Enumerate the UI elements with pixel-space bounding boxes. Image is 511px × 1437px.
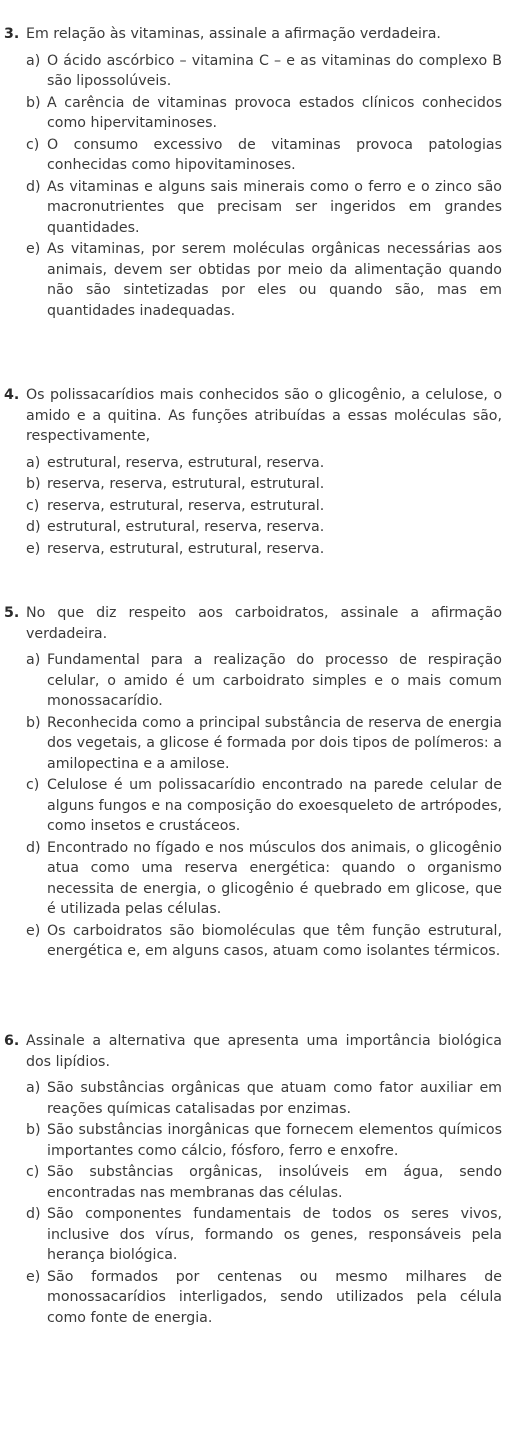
question-text: Em relação às vitaminas, assinale a afirmação verdadeira.	[26, 26, 441, 42]
question-number: 4.	[4, 387, 20, 403]
option-d[interactable]	[4, 517, 502, 538]
option-letter: b)	[26, 714, 41, 731]
question-number: 3.	[4, 26, 20, 42]
option-text: As vitaminas, por serem moléculas orgânicas necessárias aos animais, devem ser obtidas por meio da alimentação quando não são sintetizadas por eles ou quando são, mas em quantidades inadequadas.	[47, 241, 502, 319]
option-text: O ácido ascórbico – vitamina C – e as vitaminas do complexo B são lipossolúveis.	[47, 52, 502, 89]
option-letter: a)	[26, 454, 41, 471]
option-a[interactable]	[4, 650, 502, 712]
option-letter: c)	[26, 1164, 40, 1180]
question-stem	[4, 24, 502, 45]
option-text: As vitaminas e alguns sais minerais como o ferro e o zinco são macronutrientes que precisam ser ingeridos em grandes quantidades.	[47, 178, 502, 236]
option-b[interactable]	[4, 93, 502, 134]
question-number: 5.	[4, 605, 20, 621]
option-b[interactable]	[4, 474, 502, 495]
option-text: A carência de vitaminas provoca estados clínicos conhecidos como hipervitaminoses.	[47, 94, 502, 131]
question-5	[4, 603, 502, 962]
answer-options	[4, 1078, 502, 1328]
question-stem	[4, 385, 502, 447]
option-letter: d)	[26, 1206, 41, 1222]
option-text: Reconhecida como a principal substância de reserva de energia dos vegetais, a glicose é formada por dois tipos de polímeros: a amilopectina e a amilose.	[47, 714, 502, 772]
option-d[interactable]	[4, 177, 502, 239]
answer-options	[4, 51, 502, 322]
option-letter: d)	[26, 839, 41, 856]
option-text: estrutural, reserva, estrutural, reserva.	[47, 454, 325, 471]
question-4	[4, 385, 502, 559]
question-text: Assinale a alternativa que apresenta uma importância biológica dos lipídios.	[26, 1033, 502, 1070]
option-text: O consumo excessivo de vitaminas provoca patologias conhecidas como hipovitaminoses.	[47, 136, 502, 173]
option-letter: e)	[26, 922, 41, 939]
answer-options	[4, 453, 502, 560]
option-letter: b)	[26, 1122, 41, 1138]
option-e[interactable]	[4, 239, 502, 321]
option-c[interactable]	[4, 496, 502, 517]
option-text: Fundamental para a realização do processo de respiração celular, o amido é um carboidrato simples e o mais comum monossacarídio.	[47, 652, 502, 709]
option-c[interactable]	[4, 135, 502, 176]
option-letter: b)	[26, 94, 41, 111]
option-letter: e)	[26, 1268, 41, 1285]
option-text: São componentes fundamentais de todos os seres vivos, inclusive dos vírus, formando os genes, responsáveis pela herança biológica.	[47, 1206, 502, 1263]
option-c[interactable]	[4, 775, 502, 837]
option-text: reserva, estrutural, estrutural, reserva.	[47, 540, 325, 557]
option-letter: c)	[26, 497, 40, 514]
option-d[interactable]	[4, 838, 502, 920]
option-letter: e)	[26, 241, 41, 257]
option-text: Os carboidratos são biomoléculas que têm função estrutural, energética e, em alguns casos, atuam como isolantes térmicos.	[47, 922, 502, 959]
option-b[interactable]	[4, 713, 502, 775]
option-text: São substâncias inorgânicas que fornecem elementos químicos importantes como cálcio, fósforo, ferro e enxofre.	[47, 1122, 502, 1159]
option-b[interactable]	[4, 1120, 502, 1161]
option-letter: b)	[26, 476, 41, 492]
question-text: Os polissacarídios mais conhecidos são o glicogênio, a celulose, o amido e a quitina. As funções atribuídas a essas moléculas são, respectivamente,	[26, 387, 502, 444]
option-text: São substâncias orgânicas, insolúveis em água, sendo encontradas nas membranas das células.	[47, 1164, 502, 1201]
option-e[interactable]	[4, 1267, 502, 1329]
question-stem	[4, 603, 502, 644]
option-text: estrutural, estrutural, reserva, reserva.	[47, 519, 325, 535]
option-c[interactable]	[4, 1162, 502, 1203]
option-letter: a)	[26, 1080, 41, 1096]
question-stem	[4, 1031, 502, 1072]
question-text: No que diz respeito aos carboidratos, assinale a afirmação verdadeira.	[26, 605, 502, 642]
option-letter: c)	[26, 777, 40, 793]
question-number: 6.	[4, 1033, 20, 1049]
option-text: reserva, reserva, estrutural, estrutural.	[47, 476, 325, 492]
option-e[interactable]	[4, 921, 502, 962]
option-letter: a)	[26, 52, 41, 69]
option-a[interactable]	[4, 453, 502, 474]
option-a[interactable]	[4, 1078, 502, 1119]
option-text: São formados por centenas ou mesmo milhares de monossacarídios interligados, sendo utilizados pela célula como fonte de energia.	[47, 1268, 502, 1326]
option-letter: d)	[26, 178, 41, 195]
answer-options	[4, 650, 502, 962]
option-letter: d)	[26, 519, 41, 535]
option-letter: a)	[26, 652, 41, 668]
question-6	[4, 1031, 502, 1328]
option-text: reserva, estrutural, reserva, estrutural.	[47, 497, 325, 514]
option-text: São substâncias orgânicas que atuam como fator auxiliar em reações químicas catalisadas por enzimas.	[47, 1080, 502, 1117]
option-letter: c)	[26, 136, 40, 153]
option-text: Encontrado no fígado e nos músculos dos animais, o glicogênio atua como uma reserva energética: quando o organismo necessita de energia, o glicogênio é quebrado em glicose, que é utilizada pelas células.	[47, 839, 502, 917]
option-letter: e)	[26, 540, 41, 557]
question-3	[4, 24, 502, 321]
option-d[interactable]	[4, 1204, 502, 1266]
option-e[interactable]	[4, 539, 502, 560]
option-text: Celulose é um polissacarídio encontrado na parede celular de alguns fungos e na composição do exoesqueleto de artrópodes, como insetos e crustáceos.	[47, 777, 502, 834]
option-a[interactable]	[4, 51, 502, 92]
